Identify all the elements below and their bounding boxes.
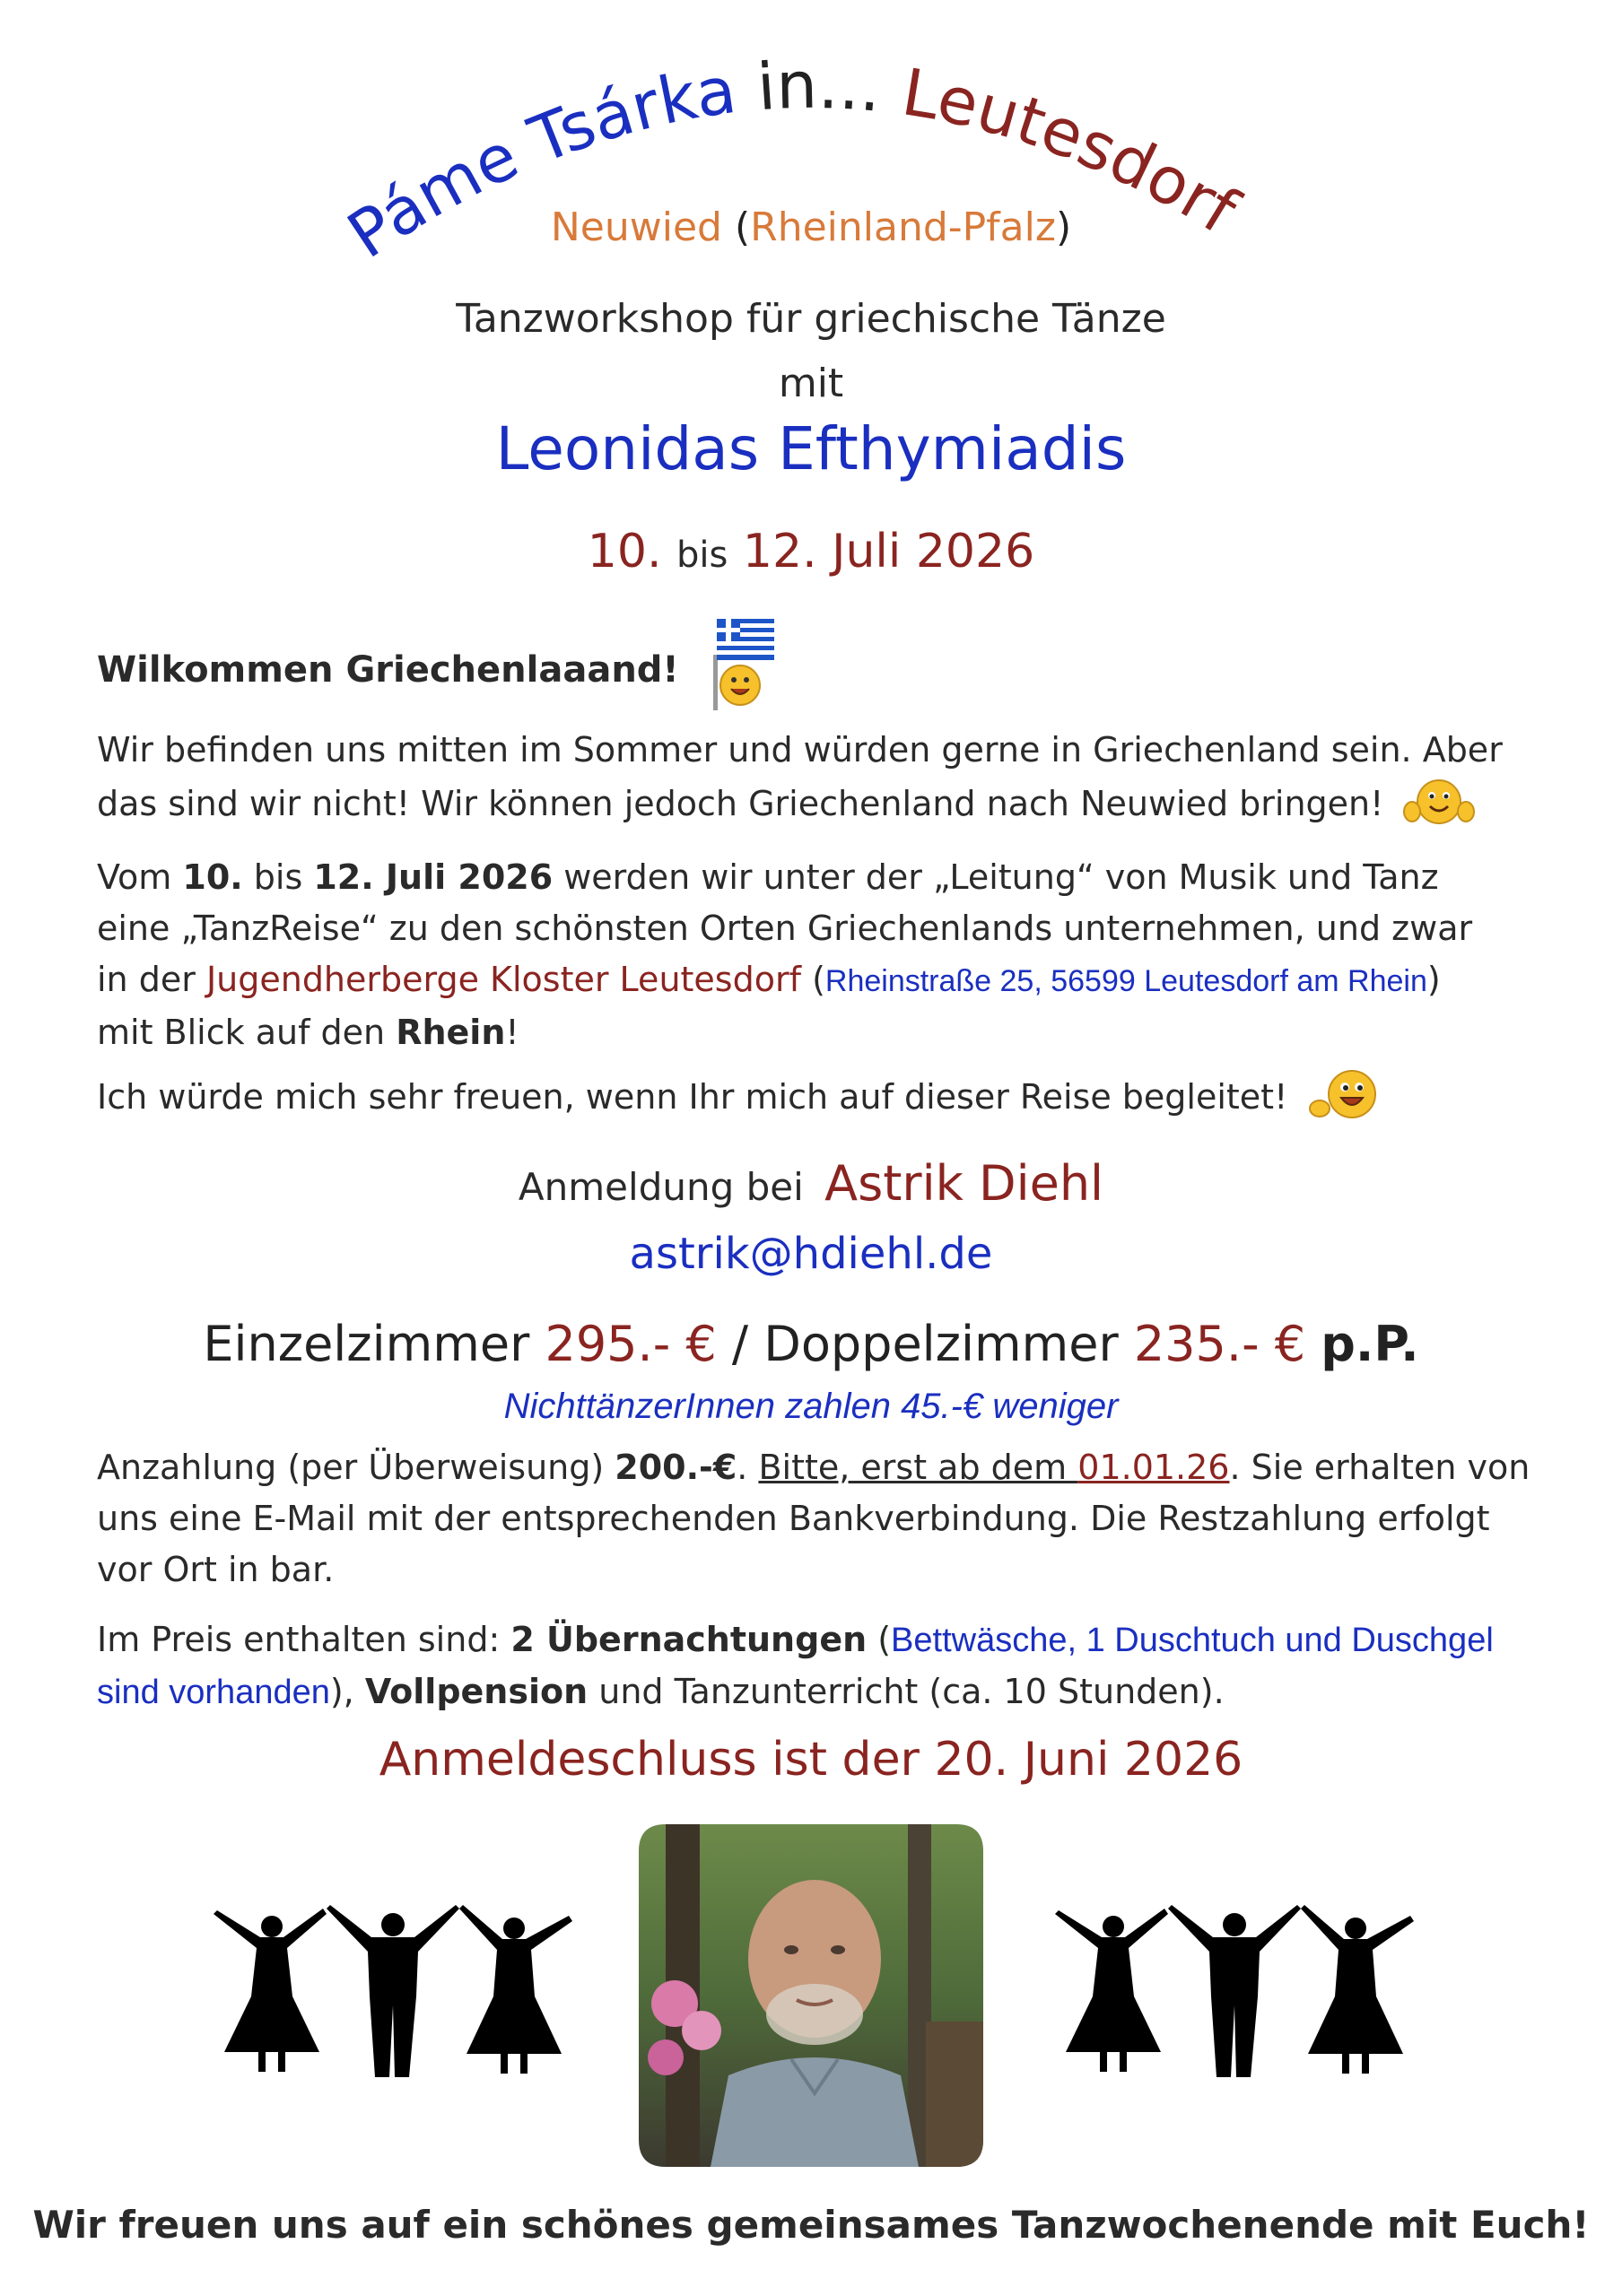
registration-name: Astrik Diehl bbox=[824, 1155, 1104, 1212]
p1-line-2-row bbox=[97, 776, 1550, 830]
location-close: ) bbox=[1055, 204, 1072, 250]
p2-line-2: eine „TanzReise“ zu den schönsten Orten Griechenlands unternehmen, und zwar bbox=[97, 909, 1473, 948]
p3-text: Ich würde mich sehr freuen, wenn Ihr mich auf dieser Reise begleitet! bbox=[97, 1077, 1288, 1117]
venue-name: Jugendherberge Kloster Leutesdorf bbox=[205, 960, 801, 999]
dancers-silhouette-left bbox=[205, 1898, 581, 2086]
included-paragraph bbox=[97, 1614, 1550, 1718]
workshop-line-1: Tanzworkshop für griechische Tänze bbox=[456, 296, 1166, 342]
location-line bbox=[0, 204, 1622, 250]
payment-paragraph bbox=[97, 1442, 1550, 1596]
payment-line-3: vor Ort in bar. bbox=[97, 1550, 335, 1589]
payment-c: . bbox=[737, 1448, 759, 1487]
p2-text-c: bis bbox=[242, 857, 314, 897]
price-line bbox=[0, 1316, 1622, 1372]
thumbs-up-smiley-icon bbox=[1403, 776, 1475, 828]
title-part-2: in... bbox=[754, 47, 885, 126]
included-line-1 bbox=[97, 1614, 1550, 1666]
included-b2: ), bbox=[329, 1672, 365, 1711]
p2-line4-c: ! bbox=[505, 1013, 519, 1052]
paragraph-3 bbox=[97, 1067, 1550, 1125]
double-room-price: 235.- € bbox=[1133, 1316, 1306, 1372]
payment-line-2: uns eine E-Mail mit der entsprechenden Bankverbindung. Die Restzahlung erfolgt bbox=[97, 1499, 1490, 1538]
p2-line-4 bbox=[97, 1007, 1550, 1058]
title-part-1: Páme Tsárka bbox=[334, 51, 741, 273]
payment-amount: 200.-€ bbox=[615, 1448, 737, 1487]
venue-address: Rheinstraße 25, 56599 Leutesdorf am Rhein bbox=[824, 964, 1427, 998]
single-room-price: 295.- € bbox=[545, 1316, 717, 1372]
teacher-name: Leonidas Efthymiadis bbox=[495, 414, 1127, 483]
p1-line-1: Wir befinden uns mitten im Sommer und würden gerne in Griechenland sein. Aber bbox=[97, 730, 1503, 770]
payment-date: 01.01.26 bbox=[1077, 1448, 1230, 1487]
welcome-heading-row bbox=[97, 619, 778, 718]
date-end: 12. Juli 2026 bbox=[742, 525, 1035, 578]
footer-message: Wir freuen uns auf ein schönes gemeinsames Tanzwochenende mit Euch! bbox=[32, 2203, 1590, 2247]
non-dancer-note: NichttänzerInnen zahlen 45.-€ weniger bbox=[503, 1387, 1119, 1426]
p2-text-a: Vom bbox=[97, 857, 183, 897]
payment-f: . Sie erhalten von bbox=[1229, 1448, 1530, 1487]
title-arc bbox=[0, 0, 1622, 305]
title-part-3: Leutesdorf bbox=[897, 54, 1251, 249]
registration-email[interactable]: astrik@hdiehl.de bbox=[629, 1229, 993, 1279]
p2-text-e: werden wir unter der „Leitung“ von Musik und Tanz bbox=[553, 857, 1439, 897]
date-mid: bis bbox=[676, 535, 728, 576]
included-line-2 bbox=[97, 1666, 1550, 1718]
included-linen: Bettwäsche, 1 Duschtuch und Duschgel bbox=[891, 1622, 1494, 1659]
workshop-line-2: mit bbox=[778, 361, 844, 406]
included-nights: 2 Übernachtungen bbox=[510, 1620, 868, 1659]
waving-smiley-icon bbox=[1305, 1067, 1386, 1125]
deadline: Anmeldeschluss ist der 20. Juni 2026 bbox=[379, 1733, 1243, 1787]
double-room-label: Doppelzimmer bbox=[763, 1316, 1119, 1372]
p2-line3-e: ) bbox=[1426, 960, 1441, 999]
date-start: 10. bbox=[587, 525, 662, 578]
p2-date-start: 10. bbox=[182, 857, 243, 897]
p2-line3-c: ( bbox=[800, 960, 825, 999]
location-city: Neuwied bbox=[550, 204, 722, 250]
payment-a: Anzahlung (per Überweisung) bbox=[97, 1448, 615, 1487]
single-room-label: Einzelzimmer bbox=[203, 1316, 530, 1372]
p2-line4-a: mit Blick auf den bbox=[97, 1013, 397, 1052]
included-a: Im Preis enthalten sind: bbox=[97, 1620, 511, 1659]
p2-line-3 bbox=[97, 954, 1550, 1007]
registration-line bbox=[0, 1155, 1622, 1212]
paragraph-1 bbox=[97, 725, 1550, 830]
paragraph-2 bbox=[97, 852, 1550, 1058]
payment-line-1 bbox=[97, 1442, 1550, 1493]
greek-flag-smiley-icon bbox=[697, 619, 778, 718]
location-state: Rheinland-Pfalz bbox=[750, 204, 1056, 250]
included-lessons: und Tanzunterricht (ca. 10 Stunden). bbox=[588, 1672, 1225, 1711]
welcome-heading: Wilkommen Griechenlaaand! bbox=[97, 649, 679, 691]
price-separator: / bbox=[731, 1316, 749, 1372]
p2-line3-a: in der bbox=[97, 960, 206, 999]
included-available: sind vorhanden bbox=[97, 1674, 330, 1711]
per-person: p.P. bbox=[1321, 1316, 1419, 1372]
included-board: Vollpension bbox=[364, 1672, 589, 1711]
p1-line-2: das sind wir nicht! Wir können jedoch Griechenland nach Neuwied bringen! bbox=[97, 784, 1384, 823]
p2-line-1 bbox=[97, 852, 1550, 903]
p2-rhein: Rhein bbox=[396, 1013, 506, 1052]
dancers-silhouette-right bbox=[1046, 1898, 1423, 2086]
registration-label: Anmeldung bei bbox=[518, 1165, 804, 1209]
included-c: ( bbox=[867, 1620, 892, 1659]
p2-date-end: 12. Juli 2026 bbox=[313, 857, 554, 897]
location-open: ( bbox=[734, 204, 751, 250]
workshop-dates bbox=[0, 525, 1622, 578]
payment-note: Bitte, erst ab dem bbox=[758, 1448, 1078, 1487]
teacher-photo bbox=[639, 1824, 983, 2167]
